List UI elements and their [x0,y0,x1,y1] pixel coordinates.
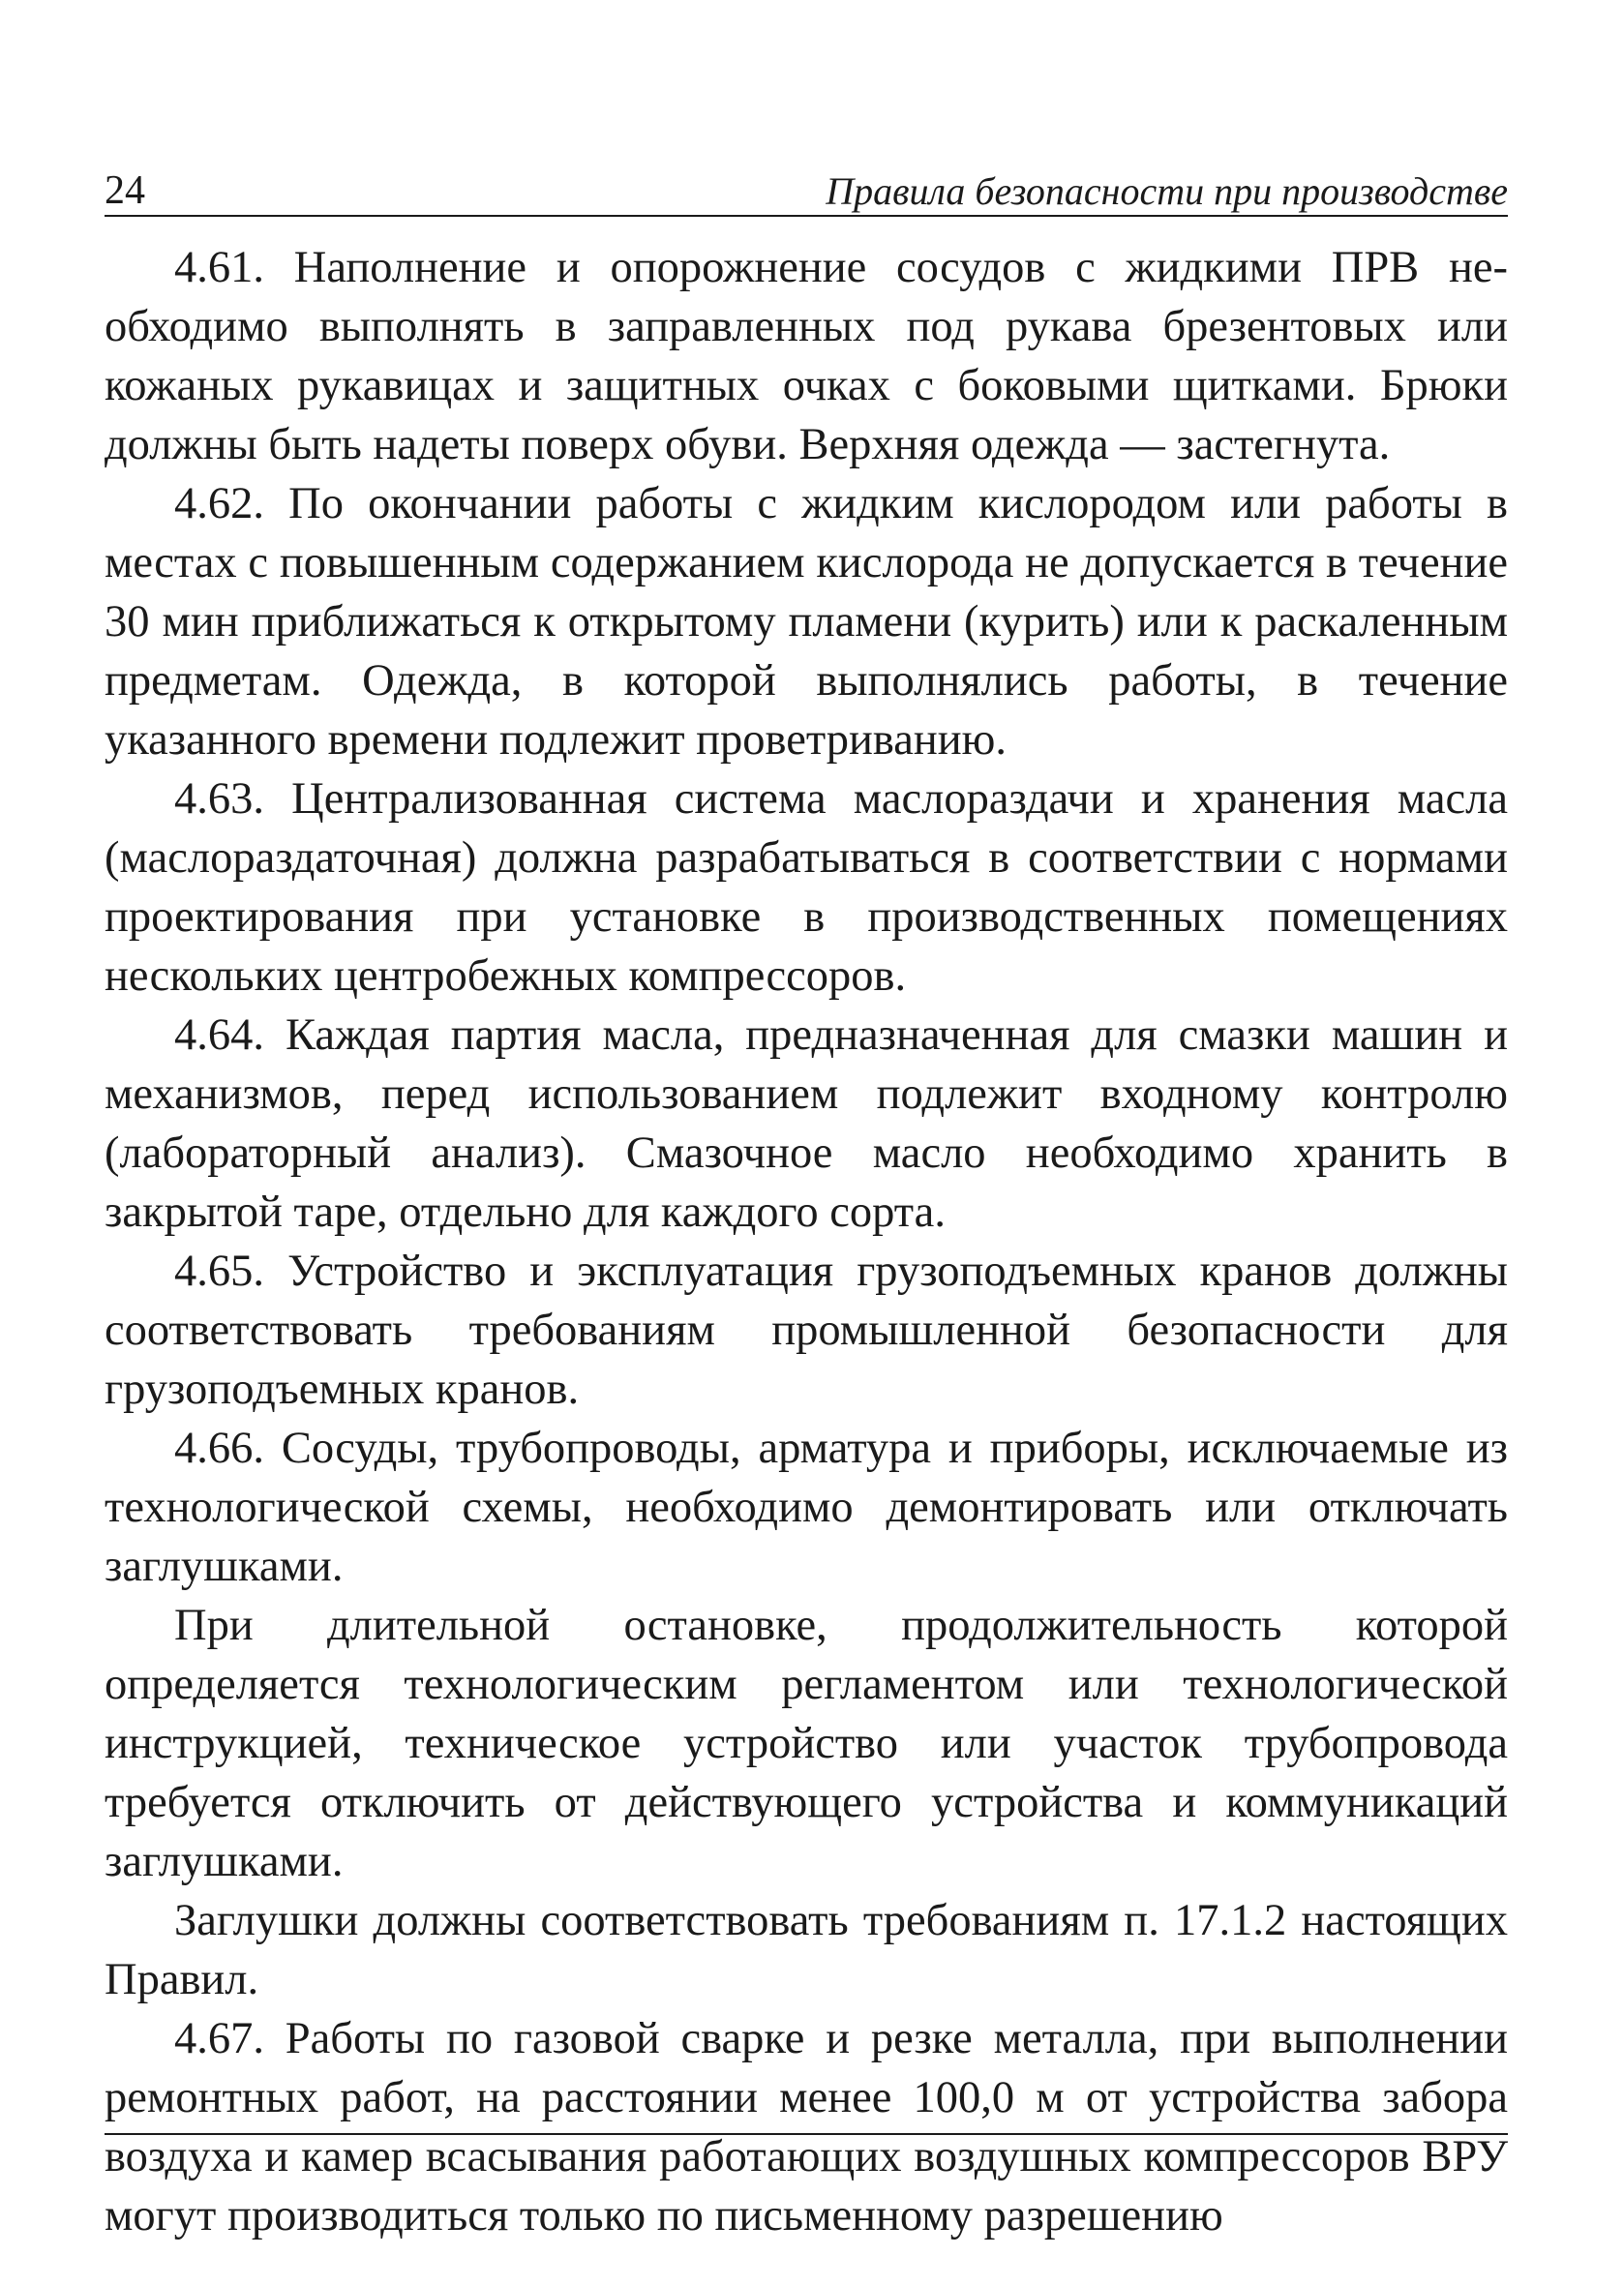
body-text [105,238,1508,2245]
paragraph-long-shutdown: При длительной остановке, продолжительность которой определяется технологическим регламентом или технологической инструкцией, техническое устройство или участок трубопровода требуется отключить от действующего устройства и коммуникаций заглушками. [105,1601,1508,1886]
running-header [105,155,1508,217]
paragraph-4-61: 4.61. Наполнение и опорожнение сосудов с жидкими ПРВ необходимо выполнять в заправленных под рукава брезентовых или кожаных рукавицах и защитных очках с боковыми щитками. Брюки должны быть надеты поверх обуви. Верхняя одежда — застегнута. [105,243,1508,469]
document-page [105,155,1508,2245]
paragraph-4-63: 4.63. Централизованная система маслораздачи и хранения масла (маслораздаточная) должна разрабатываться в соответствии с нормами проектирования при установке в производственных помещениях нескольких центробежных компрессоров. [105,774,1508,1001]
paragraph-4-65: 4.65. Устройство и эксплуатация грузоподъемных кранов должны соответствовать требованиям промышленной безопасности для грузоподъемных кранов. [105,1247,1508,1414]
running-title: Правила безопасности при производстве [826,169,1508,213]
paragraph-4-62: 4.62. По окончании работы с жидким кислородом или работы в местах с повышенным содержанием кислорода не допускается в течение 30 мин приближаться к открытому пламени (курить) или к раскаленным предметам. Одежда, в которой выполнялись работы, в течение указанного времени подлежит проветриванию. [105,479,1508,765]
paragraph-4-67: 4.67. Работы по газовой сварке и резке металла, при выполнении ремонтных работ, на расстоянии менее 100,0 м от устройства забора воздуха и камер всасывания работающих воздушных компрессоров ВРУ могут производиться только по письменному разрешению [105,2014,1508,2241]
paragraph-4-66: 4.66. Сосуды, трубопроводы, арматура и приборы, исключаемые из технологической схемы, необходимо демонтировать или отключать заглушками. [105,1424,1508,1591]
paragraph-4-64: 4.64. Каждая партия масла, предназначенная для смазки машин и механизмов, перед использованием подлежит входному контролю (лабораторный анализ). Смазочное масло необходимо хранить в закрытой таре, отдельно для каждого сорта. [105,1010,1508,1237]
page-number: 24 [105,168,145,213]
paragraph-plugs-requirements: Заглушки должны соответствовать требованиям п. 17.1.2 настоящих Правил. [105,1896,1508,2004]
bottom-rule [105,2133,1508,2135]
